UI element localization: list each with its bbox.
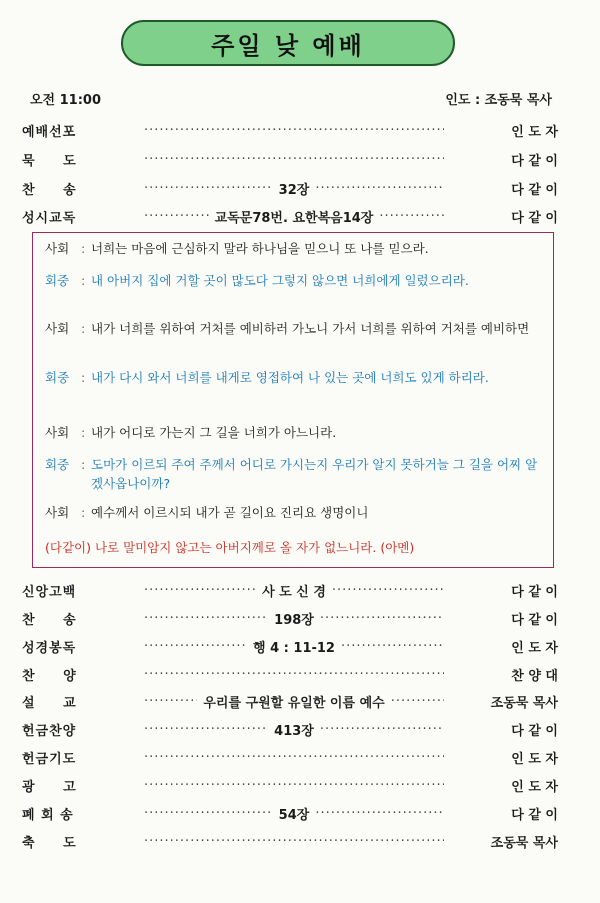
leader-dots: [341, 639, 444, 654]
leader-dots: [144, 806, 273, 821]
item-leader-dots: [144, 177, 444, 199]
worship-item: [22, 607, 558, 629]
leader-line: [45, 239, 543, 258]
worship-item: [22, 802, 558, 824]
item-label: 찬 송: [22, 182, 77, 198]
congregation-line: [45, 271, 543, 290]
leader-dots: [144, 583, 256, 598]
title-banner: [121, 20, 455, 66]
reading-text: 내가 너희를 위하여 거처를 예비하러 가노니 가서 너희를 위하여 거처를 예비하면: [91, 321, 530, 336]
leader-dots: [144, 694, 197, 709]
item-label: 헌금찬양: [22, 723, 77, 739]
leader-dots: [144, 639, 247, 654]
item-leader-dots: [144, 718, 444, 740]
speaker-label: 사회: [45, 241, 70, 256]
reading-text: 도마가 이르되 주여 주께서 어디로 가시는지 우리가 알지 못하거늘 그 길을 어찌 알겠사옵나이까?: [91, 457, 538, 491]
item-performer: 조동묵 목사: [490, 695, 558, 711]
item-leader-dots: [144, 205, 444, 227]
worship-item: [22, 119, 558, 141]
reading-text: 예수께서 이르시되 내가 곧 길이요 진리요 생명이니: [91, 505, 369, 520]
leader-dots: [315, 806, 444, 821]
unison-line: [45, 538, 543, 557]
service-leader: 인도 : 조동묵 목사: [445, 93, 552, 108]
item-label: 찬 양: [22, 668, 77, 684]
item-label: 신앙고백: [22, 584, 77, 600]
item-detail: 교독문78번. 요한복음14장: [214, 210, 374, 226]
speaker-separator: :: [81, 370, 86, 385]
item-leader-dots: [144, 774, 444, 796]
worship-item: [22, 663, 558, 685]
item-label: 묵 도: [22, 153, 77, 169]
speaker-separator: :: [81, 457, 86, 472]
service-time: 오전 11:00: [30, 93, 102, 108]
responsive-reading-box: [32, 232, 554, 568]
item-performer: 인 도 자: [511, 640, 558, 656]
worship-item: [22, 830, 558, 852]
leader-dots: [144, 123, 444, 138]
leader-dots: [315, 181, 444, 196]
item-label: 광 고: [22, 779, 77, 795]
item-performer: 인 도 자: [511, 124, 558, 140]
speaker-label: 사회: [45, 505, 70, 520]
item-performer: 다 같 이: [511, 153, 558, 169]
item-leader-dots: [144, 119, 444, 141]
item-leader-dots: [144, 663, 444, 685]
item-detail: 54장: [278, 807, 310, 823]
item-detail: 사 도 신 경: [262, 584, 326, 600]
speaker-separator: :: [81, 425, 86, 440]
item-performer: 조동묵 목사: [490, 835, 558, 851]
item-label: 성시교독: [22, 210, 77, 226]
leader-dots: [144, 750, 444, 765]
leader-dots: [144, 152, 444, 167]
leader-line: [45, 423, 543, 442]
item-performer: 다 같 이: [511, 723, 558, 739]
item-label: 축 도: [22, 835, 77, 851]
item-leader-dots: [144, 802, 444, 824]
reading-text: 내가 어디로 가는지 그 길을 너희가 아느니라.: [91, 425, 337, 440]
item-leader-dots: [144, 148, 444, 170]
item-leader-dots: [144, 607, 444, 629]
item-detail: 32장: [278, 182, 310, 198]
speaker-separator: :: [81, 321, 86, 336]
congregation-line: [45, 368, 543, 387]
item-leader-dots: [144, 635, 444, 657]
speaker-label: 회중: [45, 457, 70, 472]
speaker-separator: :: [81, 241, 86, 256]
leader-dots: [144, 778, 444, 793]
worship-item: [22, 774, 558, 796]
item-detail: 198장: [274, 612, 314, 628]
item-performer: 다 같 이: [511, 182, 558, 198]
item-label: 폐 회 송: [22, 807, 74, 823]
leader-dots: [144, 722, 268, 737]
item-performer: 인 도 자: [511, 779, 558, 795]
worship-item: [22, 205, 558, 227]
item-leader-dots: [144, 746, 444, 768]
item-performer: 다 같 이: [511, 210, 558, 226]
item-performer: 다 같 이: [511, 584, 558, 600]
leader-dots: [144, 834, 444, 849]
leader-dots: [144, 667, 444, 682]
worship-item: [22, 690, 558, 712]
reading-text: 내 아버지 집에 거할 곳이 많도다 그렇지 않으면 너희에게 일렀으리라.: [91, 273, 469, 288]
speaker-label: 회중: [45, 370, 70, 385]
worship-item: [22, 746, 558, 768]
item-detail: 행 4 : 11-12: [253, 640, 335, 656]
item-leader-dots: [144, 830, 444, 852]
reading-text: 너희는 마음에 근심하지 말라 하나님을 믿으니 또 나를 믿으라.: [91, 241, 429, 256]
leader-dots: [144, 181, 273, 196]
reading-text: 내가 다시 와서 너희를 내게로 영접하여 나 있는 곳에 너희도 있게 하리라.: [91, 370, 489, 385]
speaker-label: 사회: [45, 321, 70, 336]
item-performer: 다 같 이: [511, 612, 558, 628]
worship-item: [22, 579, 558, 601]
leader-line: [45, 319, 543, 338]
item-label: 예배선포: [22, 124, 77, 140]
item-label: 찬 송: [22, 612, 77, 628]
unison-text: (다같이) 나로 말미암지 않고는 아버지께로 올 자가 없느니라. (아멘): [45, 540, 415, 555]
leader-dots: [144, 611, 268, 626]
worship-item: [22, 177, 558, 199]
item-performer: 찬 양 대: [511, 668, 558, 684]
worship-item: [22, 635, 558, 657]
item-leader-dots: [144, 690, 444, 712]
leader-dots: [379, 209, 444, 224]
leader-dots: [320, 611, 444, 626]
page-title: 주일 낮 예배: [211, 31, 365, 60]
speaker-separator: :: [81, 505, 86, 520]
speaker-separator: :: [81, 273, 86, 288]
item-leader-dots: [144, 579, 444, 601]
item-label: 설 교: [22, 695, 77, 711]
worship-item: [22, 718, 558, 740]
worship-item: [22, 148, 558, 170]
leader-dots: [144, 209, 209, 224]
item-label: 성경봉독: [22, 640, 77, 656]
item-detail: 우리를 구원할 유일한 이름 예수: [203, 695, 385, 711]
item-detail: 413장: [274, 723, 314, 739]
leader-dots: [332, 583, 444, 598]
item-performer: 인 도 자: [511, 751, 558, 767]
item-performer: 다 같 이: [511, 807, 558, 823]
item-label: 헌금기도: [22, 751, 77, 767]
leader-dots: [320, 722, 444, 737]
speaker-label: 사회: [45, 425, 70, 440]
leader-dots: [391, 694, 444, 709]
leader-line: [45, 503, 543, 522]
congregation-line: [45, 455, 543, 493]
speaker-label: 회중: [45, 273, 70, 288]
